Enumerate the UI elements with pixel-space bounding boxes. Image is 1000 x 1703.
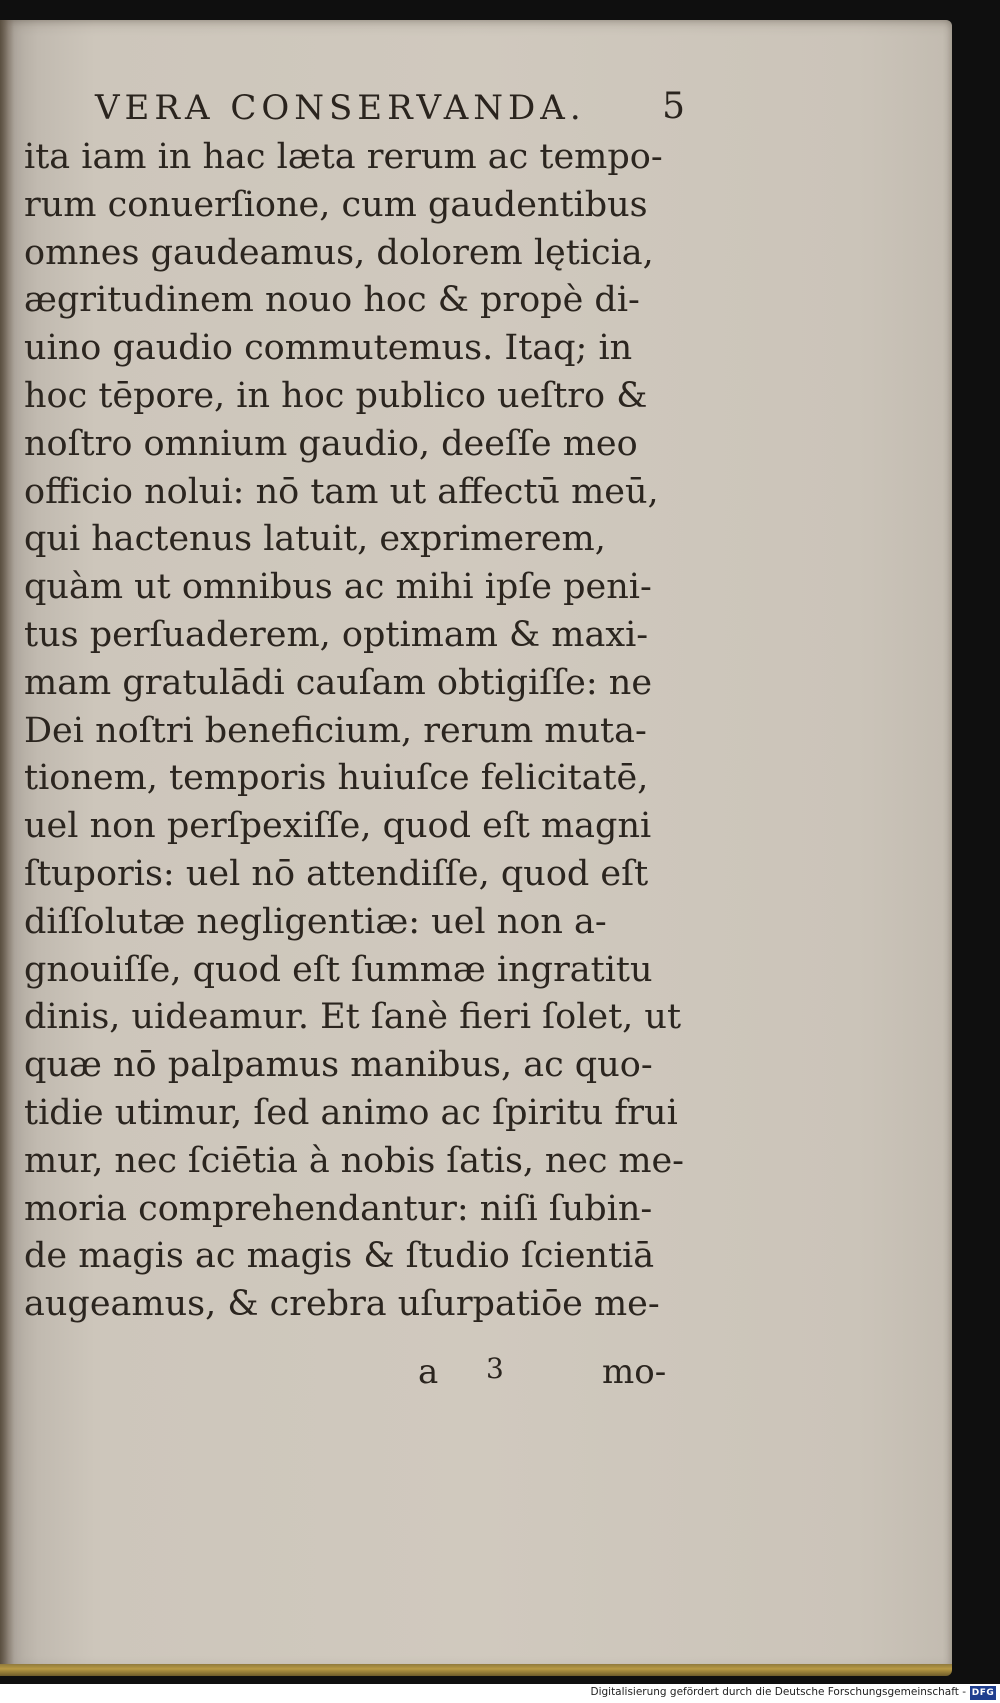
page-bottom-edge: [0, 1664, 952, 1676]
running-title: VERA CONSERVANDA.: [95, 88, 586, 128]
text-line: dinis, uideamur. Et ſanè fieri ſolet, ut: [24, 997, 682, 1038]
signature-mark: a: [418, 1352, 439, 1392]
text-line: omnes gaudeamus, dolorem lęticia,: [24, 232, 654, 273]
text-line: uel non perſpexiſſe, quod eſt magni: [24, 806, 652, 847]
page-number: 5: [662, 86, 685, 127]
running-head: [95, 88, 685, 138]
signature-number: 3: [486, 1352, 504, 1385]
body-text: [24, 134, 684, 1329]
text-line: quàm ut omnibus ac mihi ipſe peni-: [24, 567, 652, 608]
text-line: rum conuerſione, cum gaudentibus: [24, 184, 648, 225]
text-line: qui hactenus latuit, exprimerem,: [24, 519, 606, 560]
text-line: hoc tēpore, in hoc publico ueſtro &: [24, 375, 648, 416]
text-line: ægritudinem nouo hoc & propè di-: [24, 280, 640, 321]
text-line: Dei noſtri beneficium, rerum muta-: [24, 710, 647, 751]
text-line: officio nolui: nō tam ut affectū meū,: [24, 471, 659, 512]
text-line: quæ nō palpamus manibus, ac quo-: [24, 1045, 653, 1086]
funding-credit: Digitalisierung gefördert durch die Deutsche Forschungsgemeinschaft -: [590, 1686, 966, 1698]
page-gutter: [0, 20, 14, 1672]
text-line: mur, nec ſciētia à nobis ſatis, nec me-: [24, 1140, 684, 1181]
text-line: uino gaudio commutemus. Itaq; in: [24, 328, 633, 369]
text-line: ita iam in hac læta rerum ac tempo-: [24, 137, 663, 177]
text-line: tidie utimur, ſed animo ac ſpiritu frui: [24, 1092, 678, 1133]
text-line: ſtuporis: uel nō attendiſſe, quod eſt: [24, 853, 649, 894]
text-line: tus perſuaderem, optimam & maxi-: [24, 614, 649, 655]
catchword: mo-: [602, 1352, 667, 1392]
text-line: noſtro omnium gaudio, deeſſe meo: [24, 423, 638, 464]
text-line: moria comprehendantur: niſi ſubin-: [24, 1188, 653, 1229]
text-line: augeamus, & crebra uſurpatiōe me-: [24, 1284, 660, 1325]
digitization-footer: [0, 1684, 1000, 1703]
dfg-logo: DFG: [971, 1688, 995, 1698]
text-line: gnouiſſe, quod eſt ſummæ ingratitu: [24, 949, 653, 990]
text-line: mam gratulādi cauſam obtigiſſe: ne: [24, 662, 653, 703]
text-line: tionem, temporis huiuſce felicitatē,: [24, 758, 649, 799]
text-line: de magis ac magis & ſtudio ſcientiā: [24, 1236, 655, 1277]
catchline: [418, 1352, 684, 1400]
text-line: diſſolutæ negligentiæ: uel non a-: [24, 901, 607, 942]
